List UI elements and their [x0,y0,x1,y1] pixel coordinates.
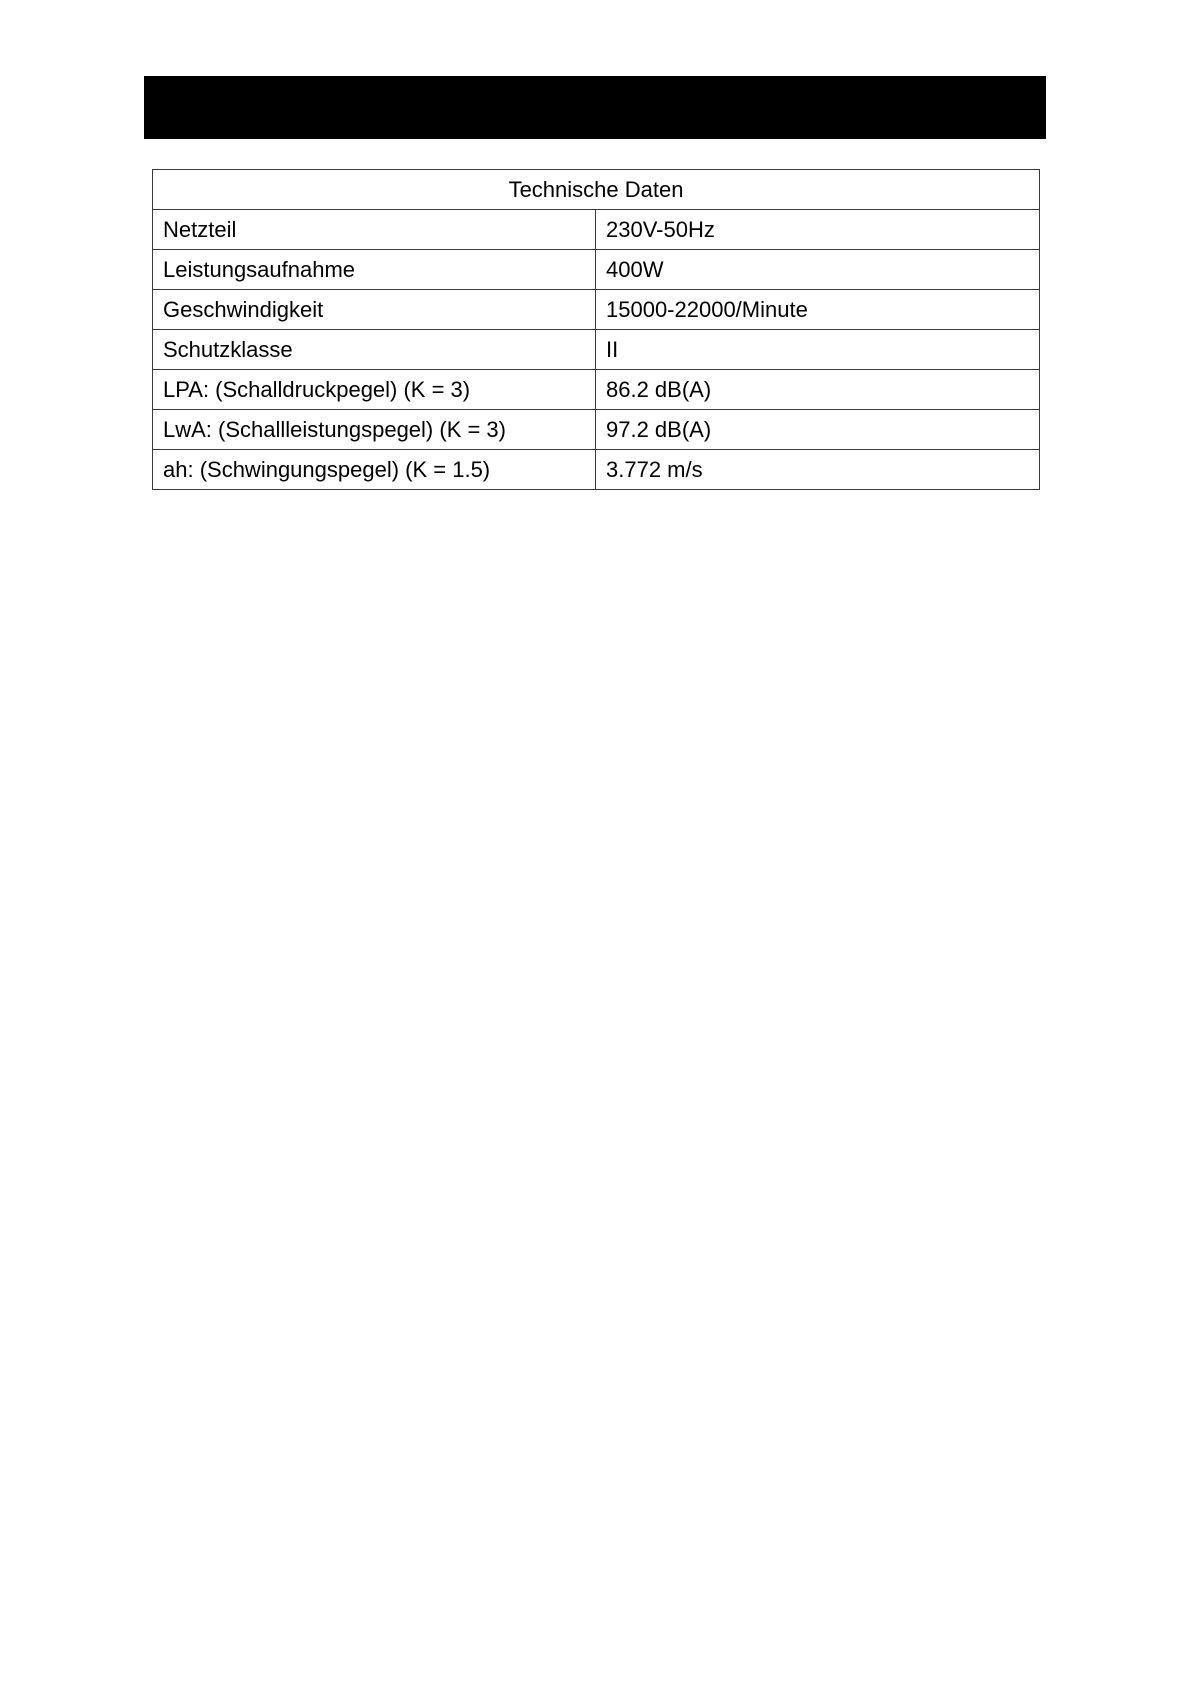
table-row [153,250,1040,290]
row-label: Leistungsaufnahme [153,250,596,290]
header-bar [144,76,1046,139]
table-row [153,410,1040,450]
row-value: 97.2 dB(A) [596,410,1040,450]
table-row [153,330,1040,370]
row-label: LwA: (Schallleistungspegel) (K = 3) [153,410,596,450]
table-row [153,370,1040,410]
table-row [153,450,1040,490]
row-value: II [596,330,1040,370]
table-row [153,290,1040,330]
table-title: Technische Daten [153,170,1040,210]
row-value: 15000-22000/Minute [596,290,1040,330]
row-label: Geschwindigkeit [153,290,596,330]
row-label: Schutzklasse [153,330,596,370]
row-label: LPA: (Schalldruckpegel) (K = 3) [153,370,596,410]
row-label: Netzteil [153,210,596,250]
table-row [153,210,1040,250]
row-value: 3.772 m/s [596,450,1040,490]
row-value: 400W [596,250,1040,290]
row-label: ah: (Schwingungspegel) (K = 1.5) [153,450,596,490]
row-value: 86.2 dB(A) [596,370,1040,410]
technical-data-table [152,169,1040,490]
row-value: 230V-50Hz [596,210,1040,250]
table-title-row [153,170,1040,210]
